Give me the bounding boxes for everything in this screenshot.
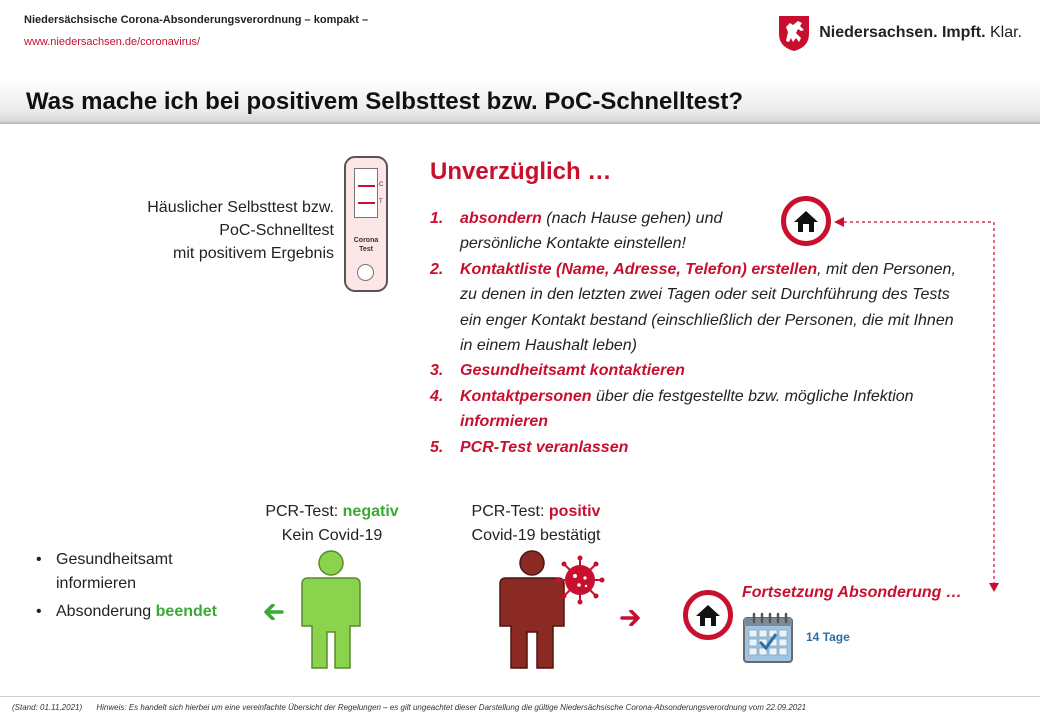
step-1: 1. absondern (nach Hause gehen) und persönliche Kontakte einstellen! xyxy=(430,210,723,253)
selftest-description: Häuslicher Selbsttest bzw. PoC-Schnelltest mit positivem Ergebnis xyxy=(147,199,334,262)
continue-isolation-icon xyxy=(683,590,733,640)
brand-slogan: Niedersachsen. Impft. Klar. xyxy=(819,24,1022,41)
document-header xyxy=(24,14,368,48)
step-4: 4. Kontaktpersonen über die festgestellte bzw. mögliche Infektion informieren xyxy=(430,387,914,431)
website-link[interactable]: www.niedersachsen.de/coronavirus/ xyxy=(24,36,201,48)
test-cassette-icon xyxy=(344,156,388,292)
control-line xyxy=(358,185,375,187)
footer-hint: Hinweis: Es handelt sich hierbei um eine vereinfachte Übersicht der Regelungen – es gilt ungeachtet dieser Darstellung die gültige Niedersächsische Corona-Absonderungsverordnung vom 22.09.2021 xyxy=(96,703,807,712)
step-3: 3. Gesundheitsamt kontaktieren xyxy=(430,362,685,380)
house-icon xyxy=(695,603,721,627)
isolation-duration: 14 Tage xyxy=(806,630,850,644)
brand-logo xyxy=(777,14,1022,52)
arrow-left-icon xyxy=(264,604,284,620)
continuation-label: Fortsetzung Absonderung … xyxy=(742,584,962,601)
stay-home-icon xyxy=(781,196,831,246)
bullet-isolation-ended: • Absonderung beendet xyxy=(36,600,217,624)
footer-divider xyxy=(0,696,1040,697)
bullet-health-office: • Gesundheitsamt informieren xyxy=(36,548,217,596)
person-positive-icon xyxy=(496,550,606,670)
sample-well xyxy=(357,264,374,281)
person-negative-icon xyxy=(300,550,362,670)
arrow-right-icon xyxy=(620,610,640,626)
test-result-window xyxy=(354,168,378,218)
document-title: Niedersächsische Corona-Absonderungsverordnung – kompakt – xyxy=(24,14,369,26)
dashed-connector-arrow xyxy=(830,214,1010,594)
test-cassette-label: Corona Test xyxy=(353,237,379,253)
pcr-negative-label: PCR-Test: negativ Kein Covid-19 xyxy=(265,503,399,544)
footer-date: (Stand: 01.11.2021) xyxy=(12,703,83,712)
footer xyxy=(12,703,806,712)
step-5: 5. PCR-Test veranlassen xyxy=(430,438,629,456)
negative-actions-list xyxy=(36,548,217,624)
section-heading: Unverzüglich … xyxy=(430,158,612,185)
control-letter: C xyxy=(379,182,384,188)
house-icon xyxy=(793,209,819,233)
test-line xyxy=(358,202,375,204)
title-bar xyxy=(0,80,1040,124)
pcr-positive-label: PCR-Test: positiv Covid-19 bestätigt xyxy=(471,503,601,544)
virus-icon xyxy=(556,556,605,605)
page-title: Was mache ich bei positivem Selbsttest bzw. PoC-Schnelltest? xyxy=(26,88,744,115)
calendar-icon xyxy=(742,612,794,664)
test-letter: T xyxy=(379,199,383,205)
step-2: 2. Kontaktliste (Name, Adresse, Telefon) erstellen, mit den Personen, zu denen in den letzten zwei Tagen oder seit Durchführung des Tests ein enger Kontakt bestand (einschließlich der Personen, die mit Ihnen in einem Haushalt leben) xyxy=(430,260,956,355)
horse-coat-of-arms-icon xyxy=(777,14,811,52)
